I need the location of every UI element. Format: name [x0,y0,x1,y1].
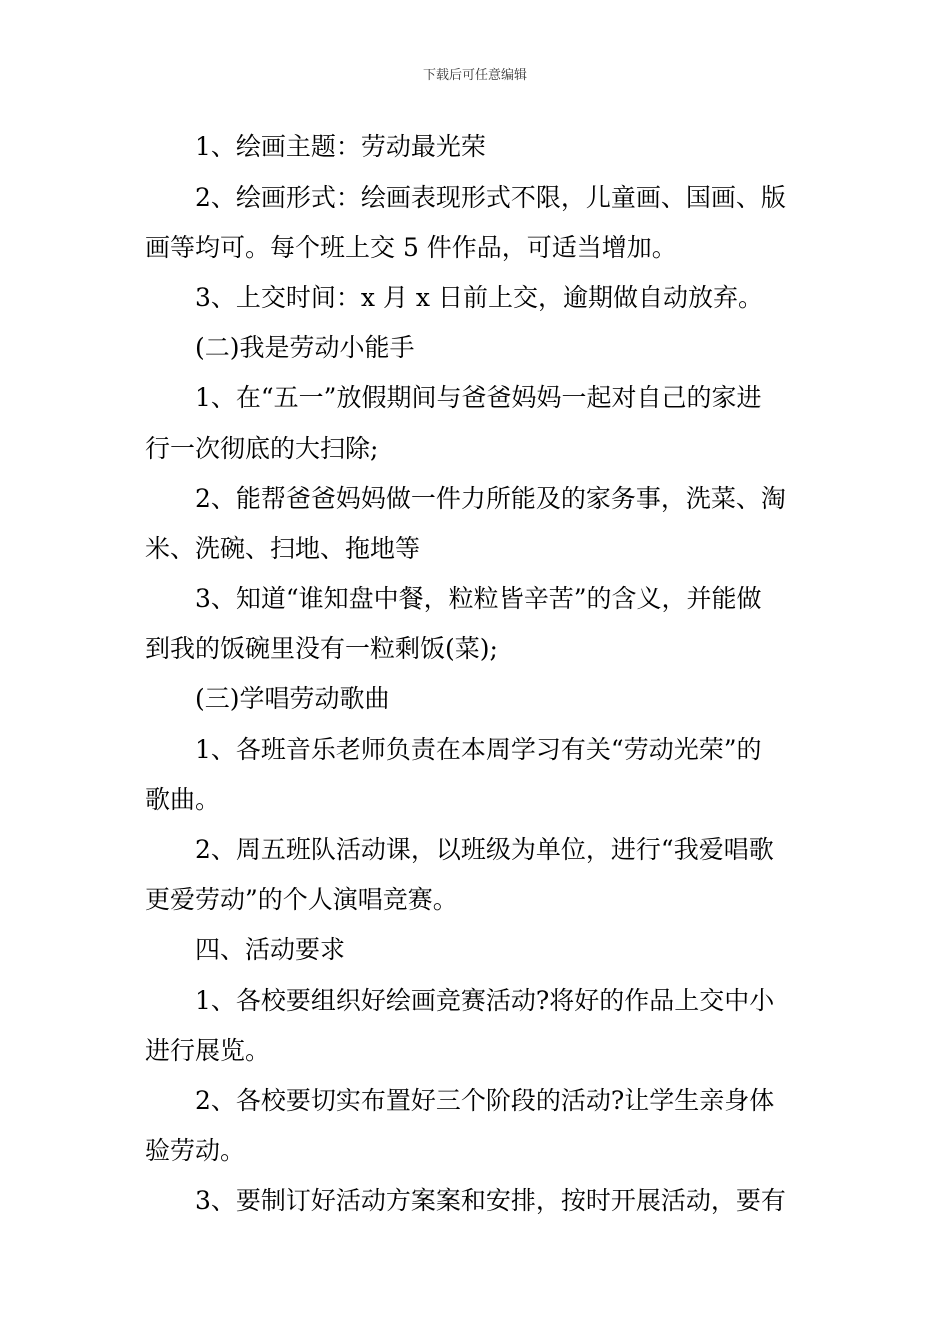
paragraph-line: 到我的饭碗里没有一粒剩饭(菜); [145,634,498,663]
paragraph-line: 2、各校要切实布置好三个阶段的活动?让学生亲身体 [195,1086,775,1115]
paragraph-line: 2、周五班队活动课，以班级为单位，进行“我爱唱歌 [195,835,774,864]
paragraph-line: 2、绘画形式：绘画表现形式不限，儿童画、国画、版 [195,183,786,212]
paragraph-line: 3、要制订好活动方案案和安排，按时开展活动，要有 [195,1186,786,1215]
paragraph-line: 1、绘画主题：劳动最光荣 [195,132,486,161]
paragraph-line: 3、知道“谁知盘中餐，粒粒皆辛苦”的含义，并能做 [195,584,762,613]
section-heading: (二)我是劳动小能手 [195,333,415,362]
page-header: 下载后可任意编辑 [422,68,527,83]
paragraph-line: 更爱劳动”的个人演唱竞赛。 [145,885,458,914]
paragraph-line: 歌曲。 [145,785,221,814]
paragraph-line: 米、洗碗、扫地、拖地等 [145,534,421,563]
paragraph-line: 行一次彻底的大扫除; [145,434,379,463]
paragraph-line: 3、上交时间：x 月 x 日前上交，逾期做自动放弃。 [195,283,763,312]
paragraph-line: 进行展览。 [145,1036,271,1065]
paragraph-line: 画等均可。每个班上交 5 件作品，可适当增加。 [145,233,677,262]
paragraph-line: 1、各校要组织好绘画竞赛活动?将好的作品上交中小 [195,986,775,1015]
section-heading: 四、活动要求 [195,935,346,964]
paragraph-line: 1、在“五一”放假期间与爸爸妈妈一起对自己的家进 [195,383,762,412]
section-heading: (三)学唱劳动歌曲 [195,684,390,713]
paragraph-line: 1、各班音乐老师负责在本周学习有关“劳动光荣”的 [195,735,762,764]
paragraph-line: 2、能帮爸爸妈妈做一件力所能及的家务事，洗菜、淘 [195,484,786,513]
paragraph-line: 验劳动。 [145,1136,246,1165]
